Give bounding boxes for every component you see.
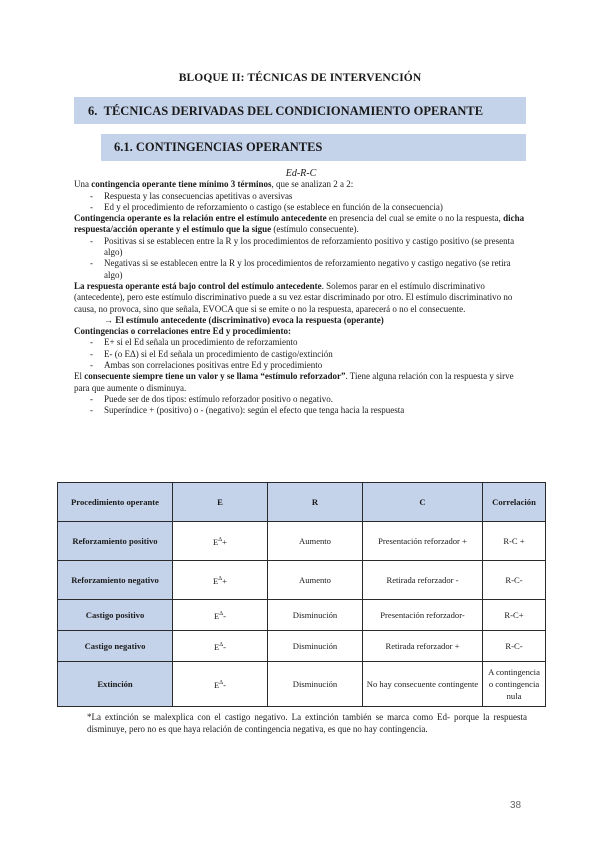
paragraph-2: Contingencia operante es la relación entre el estímulo antecedente en presencia del cual se emite o no la respuesta, dicha respuesta/acción operante y el estímulo que la sigue (estímulo consecuente). (74, 213, 525, 235)
table-cell: Retirada reforzador - (363, 561, 483, 600)
table-cell: $E^\Delta+$ (173, 561, 268, 600)
header-correlation: Correlación (483, 483, 546, 522)
table-cell: R-C- (483, 631, 546, 662)
list-item: - E- (o EΔ) si el Ed señala un procedimiento de castigo/extinción (90, 348, 333, 359)
body-content (74, 168, 528, 417)
page-number: 38 (510, 800, 522, 811)
list-item: - Superíndice + (positivo) o - (negativo): según el efecto que tenga hacia la respuesta (90, 405, 405, 416)
section-number: 6. (88, 104, 98, 118)
table-cell: A contingencia o contingencia nula (483, 662, 546, 707)
table-cell: Retirada reforzador + (363, 631, 483, 662)
header-procedure: Procedimiento operante (58, 483, 173, 522)
section-heading (88, 104, 483, 119)
table-row (58, 522, 546, 561)
table-row (58, 631, 546, 662)
row-header-cell: Castigo positivo (58, 600, 173, 631)
list-item: - Puede ser de dos tipos: estímulo reforzador positivo o negativo. (90, 393, 333, 404)
header-r: R (268, 483, 363, 522)
table-cell: $E^\Delta-$ (173, 600, 268, 631)
table-cell: Presentación reforzador + (363, 522, 483, 561)
list-1 (74, 191, 528, 214)
paragraph-5: El consecuente siempre tiene un valor y se llama “estímulo reforzador”. Tiene alguna relación con la respuesta y sirve para que aumente o disminuya. (74, 371, 514, 393)
block-title: BLOQUE II: TÉCNICAS DE INTERVENCIÓN (178, 72, 422, 84)
row-header-cell: Reforzamiento positivo (58, 522, 173, 561)
table-cell: $E^\Delta+$ (173, 522, 268, 561)
table-cell: Aumento (268, 561, 363, 600)
footnote: *La extinción se malexplica con el castigo negativo. La extinción también se marca como Ed- porque la respuesta disminuye, pero no es que haya relación de contingencia negativa, es que no hay contingencia. (87, 712, 527, 734)
header-c: C (363, 483, 483, 522)
procedures-table (57, 482, 546, 707)
row-header-cell: Castigo negativo (58, 631, 173, 662)
table-row (58, 561, 546, 600)
list-item: - Negativas si se establecen entre la R y los procedimientos de reforzamiento negativo y castigo negativo (se retira algo) (90, 258, 511, 280)
table-cell: R-C- (483, 561, 546, 600)
list-2 (74, 236, 528, 281)
list-3 (74, 337, 528, 371)
row-header-cell: Extinción (58, 662, 173, 707)
subsection-heading: 6.1. CONTINGENCIAS OPERANTES (114, 140, 323, 154)
list-item: - Ambas son correlaciones positivas entre Ed y procedimiento (90, 360, 323, 371)
header-e: E (173, 483, 268, 522)
table-cell: Presentación reforzador- (363, 600, 483, 631)
table-cell: Disminución (268, 600, 363, 631)
list-item: - Respuesta y las consecuencias apetitivas o aversivas (90, 190, 293, 201)
section-title: TÉCNICAS DERIVADAS DEL CONDICIONAMIENTO OPERANTE (103, 104, 484, 118)
table-row (58, 600, 546, 631)
table-cell: $E^\Delta-$ (173, 662, 268, 707)
list-item: - E+ si el Ed señala un procedimiento de reforzamiento (90, 337, 298, 348)
table-cell: Disminución (268, 662, 363, 707)
table-cell: Disminución (268, 631, 363, 662)
table-cell: R-C+ (483, 600, 546, 631)
paragraph-3: La respuesta operante está bajo control del estímulo antecedente. Solemos parar en el estímulo discriminativo (antecedente), pero este estímulo discriminativo puede a su vez estar discriminado por otro. El estímulo discriminativo no causa, no provoca, sino que señala, EVOCA que si se emite o no la respuesta, aparecerá o no el consecuente. (74, 280, 513, 314)
row-header-cell: Reforzamiento negativo (58, 561, 173, 600)
paragraph-1: Una contingencia operante tiene mínimo 3 términos, que se analizan 2 a 2: (74, 179, 354, 190)
table-cell: No hay consecuente contingente (363, 662, 483, 707)
list-item: - Positivas si se establecen entre la R y los procedimientos de reforzamiento positivo y castigo positivo (se presenta algo) (90, 235, 515, 258)
arrow-line: → El estímulo antecedente (discriminativo) evoca la respuesta (operante) (104, 314, 384, 325)
table-row (58, 662, 546, 707)
table-cell: $E^\Delta-$ (173, 631, 268, 662)
table-cell: R-C + (483, 522, 546, 561)
paragraph-4: Contingencias o correlaciones entre Ed y procedimiento: (74, 326, 291, 337)
list-item: - Ed y el procedimiento de reforzamiento o castigo (se establece en función de la consecuencia) (90, 201, 443, 212)
table-cell: Aumento (268, 522, 363, 561)
list-4 (74, 394, 528, 417)
formula: Ed-R-C (285, 168, 317, 179)
table-header-row (58, 483, 546, 522)
